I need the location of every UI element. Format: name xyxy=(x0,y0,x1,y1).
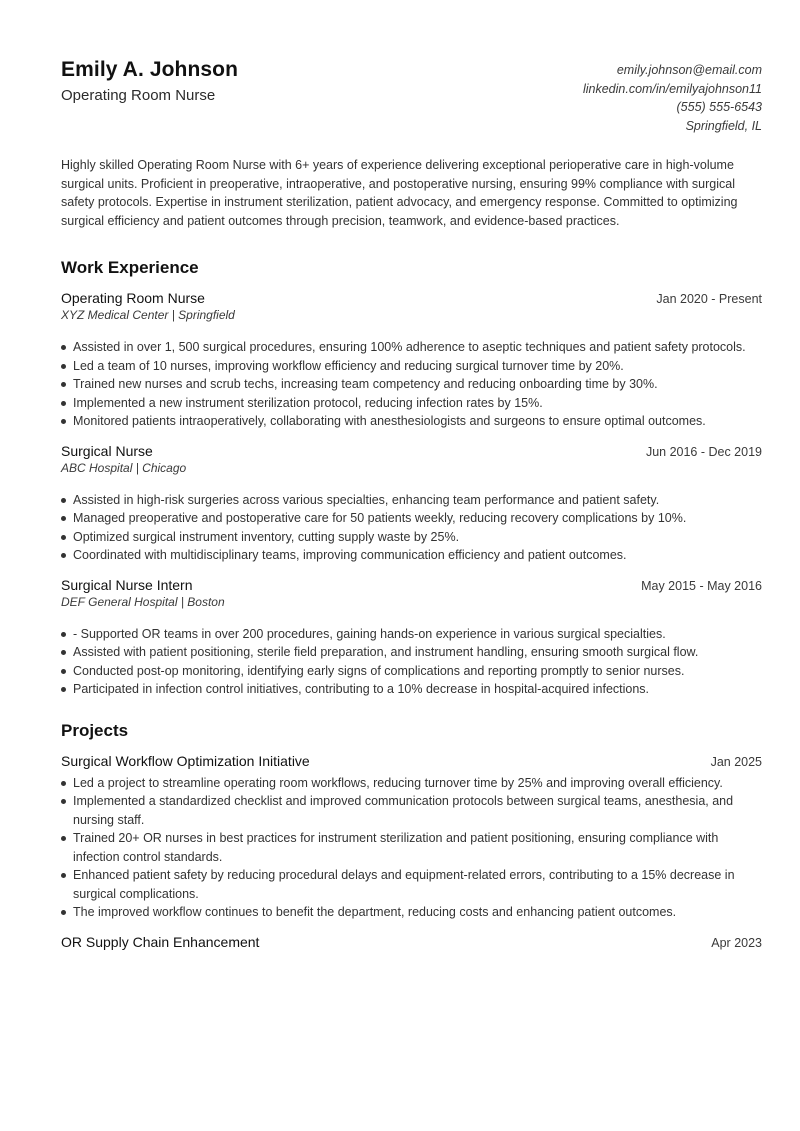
project-entry xyxy=(61,934,762,950)
bullet-text: Trained 20+ OR nurses in best practices for instrument sterilization and patient positioning, ensuring compliance with infection control standards. xyxy=(73,831,719,864)
bullet-icon xyxy=(61,836,66,841)
bullet-item xyxy=(73,680,762,699)
bullet-icon xyxy=(61,401,66,406)
bullet-item xyxy=(73,528,762,547)
candidate-role: Operating Room Nurse xyxy=(61,87,216,104)
bullet-text: Participated in infection control initiatives, contributing to a 10% decrease in hospital-acquired infections. xyxy=(73,682,650,697)
projects-heading: Projects xyxy=(61,720,129,740)
bullet-item xyxy=(73,903,762,922)
bullet-icon xyxy=(61,873,66,878)
job-title: Operating Room Nurse xyxy=(61,290,205,307)
project-date: Apr 2023 xyxy=(711,935,762,950)
bullet-icon xyxy=(61,364,66,369)
job-organization: DEF General Hospital | Boston xyxy=(61,594,225,609)
job-header xyxy=(61,443,762,459)
bullet-item xyxy=(73,338,762,357)
bullet-text: - Supported OR teams in over 200 procedures, gaining hands-on experience in various surgical specialties. xyxy=(73,626,666,641)
project-date: Jan 2025 xyxy=(710,754,762,769)
job-header xyxy=(61,290,762,306)
bullet-text: Assisted with patient positioning, sterile field preparation, and instrument handling, ensuring smooth surgical flow. xyxy=(73,645,699,660)
job-bullets xyxy=(61,625,762,699)
bullet-icon xyxy=(61,419,66,424)
bullet-text: Led a team of 10 nurses, improving workflow efficiency and reducing surgical turnover time by 20%. xyxy=(73,358,624,373)
bullet-item xyxy=(73,829,762,866)
bullet-text: Led a project to streamline operating room workflows, reducing turnover time by 25% and improving overall efficiency. xyxy=(73,775,723,790)
bullet-text: Assisted in high-risk surgeries across various specialties, enhancing team performance and patient safety. xyxy=(73,492,660,507)
bullet-text: Trained new nurses and scrub techs, increasing team competency and reducing onboarding time by 30%. xyxy=(73,377,658,392)
project-title: OR Supply Chain Enhancement xyxy=(61,933,260,950)
job-date: May 2015 - May 2016 xyxy=(641,578,762,593)
job-entry xyxy=(61,443,762,565)
job-organization: ABC Hospital | Chicago xyxy=(61,460,187,475)
bullet-icon xyxy=(61,382,66,387)
job-title: Surgical Nurse xyxy=(61,442,153,459)
linkedin-link[interactable]: linkedin.com/in/emilyajohnson11 xyxy=(582,81,762,96)
bullet-icon xyxy=(61,669,66,674)
bullet-item xyxy=(73,792,762,829)
bullet-item xyxy=(73,625,762,644)
bullet-item xyxy=(73,662,762,681)
project-bullets xyxy=(61,774,762,922)
bullet-item xyxy=(73,643,762,662)
bullet-item xyxy=(73,546,762,565)
bullet-icon xyxy=(61,687,66,692)
job-organization: XYZ Medical Center | Springfield xyxy=(61,308,235,323)
bullet-item xyxy=(73,774,762,793)
job-date: Jun 2016 - Dec 2019 xyxy=(645,444,762,459)
bullet-icon xyxy=(61,516,66,521)
project-title: Surgical Workflow Optimization Initiative xyxy=(61,752,310,769)
bullet-icon xyxy=(61,650,66,655)
resume-header xyxy=(61,56,762,148)
bullet-item xyxy=(73,866,762,903)
summary: Highly skilled Operating Room Nurse with 6+ years of experience delivering exceptional perioperative care in high-volume surgical units. Proficient in preoperative, intraoperative, and postoperative nursing, ensuring 99% compliance with surgical safety protocols. Expertise in instrument sterilization, patient advocacy, and emergency response. Committed to optimizing surgical efficiency and patient outcomes through precision, teamwork, and evidence-based practices. xyxy=(61,158,738,228)
bullet-item xyxy=(73,509,762,528)
bullet-icon xyxy=(61,498,66,503)
bullet-text: Coordinated with multidisciplinary teams, improving communication efficiency and patient outcomes. xyxy=(73,548,627,563)
bullet-text: Monitored patients intraoperatively, collaborating with anesthesiologists and surgeons to ensure optimal outcomes. xyxy=(73,414,706,429)
bullet-text: Implemented a new instrument sterilization protocol, reducing infection rates by 15%. xyxy=(73,395,543,410)
bullet-icon xyxy=(61,799,66,804)
bullet-text: Implemented a standardized checklist and improved communication protocols between surgical teams, anesthesia, and nursing staff. xyxy=(73,794,734,827)
project-header xyxy=(61,934,762,950)
bullet-item xyxy=(73,412,762,431)
bullet-text: Enhanced patient safety by reducing procedural delays and equipment-related errors, contributing to a 15% decrease in surgical complications. xyxy=(73,868,735,901)
job-entry xyxy=(61,577,762,699)
location: Springfield, IL xyxy=(685,118,762,133)
bullet-text: Managed preoperative and postoperative care for 50 patients weekly, reducing recovery complications by 10%. xyxy=(73,511,687,526)
bullet-icon xyxy=(61,345,66,350)
contact-block xyxy=(583,61,762,135)
bullet-item xyxy=(73,375,762,394)
bullet-item xyxy=(73,491,762,510)
candidate-name: Emily A. Johnson xyxy=(61,58,239,81)
bullet-icon xyxy=(61,553,66,558)
project-header xyxy=(61,753,762,769)
bullet-text: Conducted post-op monitoring, identifying early signs of complications and reporting promptly to senior nurses. xyxy=(73,663,685,678)
bullet-item xyxy=(73,394,762,413)
job-bullets xyxy=(61,338,762,431)
project-entry xyxy=(61,753,762,922)
bullet-icon xyxy=(61,632,66,637)
bullet-icon xyxy=(61,535,66,540)
phone-number: (555) 555-6543 xyxy=(676,100,762,114)
job-entry xyxy=(61,290,762,431)
bullet-text: Optimized surgical instrument inventory, cutting supply waste by 25%. xyxy=(73,529,460,544)
job-title: Surgical Nurse Intern xyxy=(61,576,193,593)
bullet-item xyxy=(73,357,762,376)
job-header xyxy=(61,577,762,593)
work-experience-heading: Work Experience xyxy=(61,258,199,278)
bullet-text: Assisted in over 1, 500 surgical procedures, ensuring 100% adherence to aseptic techniques and patient safety protocols. xyxy=(73,340,746,355)
job-bullets xyxy=(61,491,762,565)
job-date: Jan 2020 - Present xyxy=(656,292,762,307)
bullet-text: The improved workflow continues to benefit the department, reducing costs and enhancing patient outcomes. xyxy=(73,905,677,920)
email-link[interactable]: emily.johnson@email.com xyxy=(616,63,762,77)
bullet-icon xyxy=(61,910,66,915)
bullet-icon xyxy=(61,781,66,786)
